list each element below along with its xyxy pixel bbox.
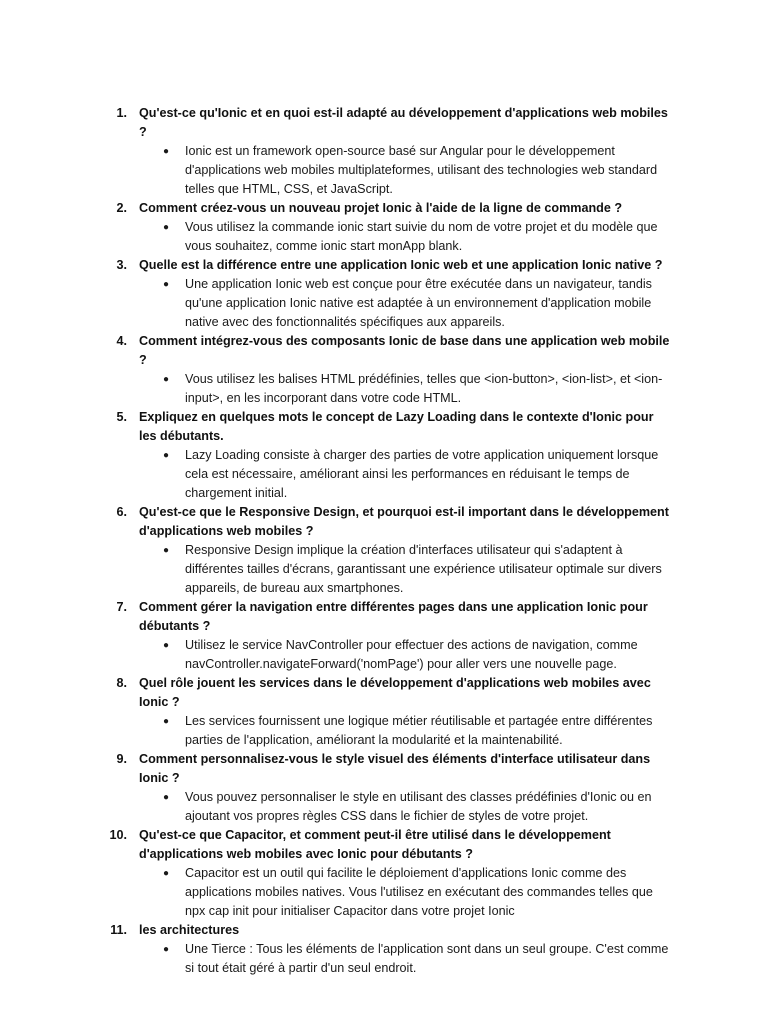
item-number: 10.: [109, 828, 127, 842]
list-item: [0, 256, 768, 332]
list-item: [0, 674, 768, 750]
item-number: 3.: [116, 258, 127, 272]
answer-text: Capacitor est un outil qui facilite le déploiement d'applications Ionic comme des applications mobiles natives. Vous l'utilisez en exécutant des commandes telles que npx cap init pour initialiser Capacitor dans votre projet Ionic: [185, 866, 653, 918]
bullet-icon: ●: [163, 868, 170, 879]
answer-text: Utilisez le service NavController pour effectuer des actions de navigation, comme navController.navigateForward('nomPage') pour aller vers une nouvelle page.: [185, 638, 638, 671]
bullet-icon: ●: [163, 716, 170, 727]
answer-row: [0, 446, 768, 503]
question-text: Comment gérer la navigation entre différentes pages dans une application Ionic pour débutants ?: [139, 600, 648, 633]
answer-text: Une Tierce : Tous les éléments de l'application sont dans un seul groupe. C'est comme si tout était géré à partir d'un seul endroit.: [185, 942, 669, 975]
question-text: Comment intégrez-vous des composants Ionic de base dans une application web mobile ?: [139, 334, 670, 367]
list-item: [0, 332, 768, 408]
question-row: [0, 674, 768, 712]
bullet-icon: ●: [163, 545, 170, 556]
answer-row: [0, 788, 768, 826]
list-item: [0, 104, 768, 199]
answer-row: [0, 275, 768, 332]
answer-row: [0, 142, 768, 199]
question-row: [0, 826, 768, 864]
item-number: 1.: [116, 106, 127, 120]
question-list: [0, 104, 768, 978]
question-row: [0, 256, 768, 275]
answer-text: Une application Ionic web est conçue pour être exécutée dans un navigateur, tandis qu'une application Ionic native est adaptée à un environnement d'application mobile native avec des fonctionnalités spécifiques aux appareils.: [185, 277, 652, 329]
question-row: [0, 332, 768, 370]
question-row: [0, 503, 768, 541]
answer-row: [0, 370, 768, 408]
bullet-icon: ●: [163, 450, 170, 461]
question-text: Quel rôle jouent les services dans le développement d'applications web mobiles avec Ionic ?: [139, 676, 651, 709]
question-text: Comment personnalisez-vous le style visuel des éléments d'interface utilisateur dans Ionic ?: [139, 752, 651, 785]
bullet-icon: ●: [163, 944, 170, 955]
answer-row: [0, 218, 768, 256]
item-number: 11.: [110, 923, 127, 937]
item-number: 8.: [116, 676, 127, 690]
question-text: Comment créez-vous un nouveau projet Ionic à l'aide de la ligne de commande ?: [139, 201, 623, 215]
answer-text: Les services fournissent une logique métier réutilisable et partagée entre différentes parties de l'application, améliorant la modularité et la maintenabilité.: [185, 714, 653, 747]
question-text: Qu'est-ce qu'Ionic et en quoi est-il adapté au développement d'applications web mobiles ?: [139, 106, 668, 139]
question-text: les architectures: [139, 923, 240, 937]
bullet-icon: ●: [163, 279, 170, 290]
answer-row: [0, 712, 768, 750]
question-row: [0, 408, 768, 446]
answer-text: Ionic est un framework open-source basé sur Angular pour le développement d'applications web mobiles multiplateformes, utilisant des technologies web standard telles que HTML, CSS, et JavaScript.: [185, 144, 658, 196]
item-number: 4.: [116, 334, 127, 348]
answer-row: [0, 864, 768, 921]
bullet-icon: ●: [163, 792, 170, 803]
question-text: Quelle est la différence entre une application Ionic web et une application Ionic native ?: [139, 258, 663, 272]
bullet-icon: ●: [163, 146, 170, 157]
list-item: [0, 199, 768, 256]
bullet-icon: ●: [163, 640, 170, 651]
list-item: [0, 826, 768, 921]
answer-row: [0, 541, 768, 598]
list-item: [0, 750, 768, 826]
question-text: Expliquez en quelques mots le concept de Lazy Loading dans le contexte d'Ionic pour les débutants.: [139, 410, 654, 443]
question-row: [0, 598, 768, 636]
answer-text: Vous utilisez les balises HTML prédéfinies, telles que <ion-button>, <ion-list>, et <ion-input>, en les incorporant dans votre code HTML.: [185, 372, 663, 405]
item-number: 6.: [116, 505, 127, 519]
item-number: 2.: [116, 201, 127, 215]
bullet-icon: ●: [163, 222, 170, 233]
answer-text: Lazy Loading consiste à charger des parties de votre application uniquement lorsque cela est nécessaire, améliorant ainsi les performances en réduisant le temps de chargement initial.: [185, 448, 659, 500]
question-row: [0, 199, 768, 218]
question-row: [0, 921, 768, 940]
question-row: [0, 104, 768, 142]
answer-row: [0, 636, 768, 674]
question-row: [0, 750, 768, 788]
list-item: [0, 408, 768, 503]
answer-text: Vous utilisez la commande ionic start suivie du nom de votre projet et du modèle que vous souhaitez, comme ionic start monApp blank.: [185, 220, 658, 253]
list-item: [0, 598, 768, 674]
item-number: 5.: [116, 410, 127, 424]
bullet-icon: ●: [163, 374, 170, 385]
item-number: 7.: [116, 600, 127, 614]
question-text: Qu'est-ce que Capacitor, et comment peut-il être utilisé dans le développement d'applications web mobiles avec Ionic pour débutants ?: [139, 828, 611, 861]
question-text: Qu'est-ce que le Responsive Design, et pourquoi est-il important dans le développement d'applications web mobiles ?: [139, 505, 669, 538]
list-item: [0, 921, 768, 978]
item-number: 9.: [116, 752, 127, 766]
list-item: [0, 503, 768, 598]
answer-row: [0, 940, 768, 978]
answer-text: Responsive Design implique la création d'interfaces utilisateur qui s'adaptent à différentes tailles d'écrans, garantissant une expérience utilisateur optimale sur divers appareils, de bureau aux smartphones.: [185, 543, 662, 595]
answer-text: Vous pouvez personnaliser le style en utilisant des classes prédéfinies d'Ionic ou en ajoutant vos propres règles CSS dans le fichier de styles de votre projet.: [185, 790, 652, 823]
